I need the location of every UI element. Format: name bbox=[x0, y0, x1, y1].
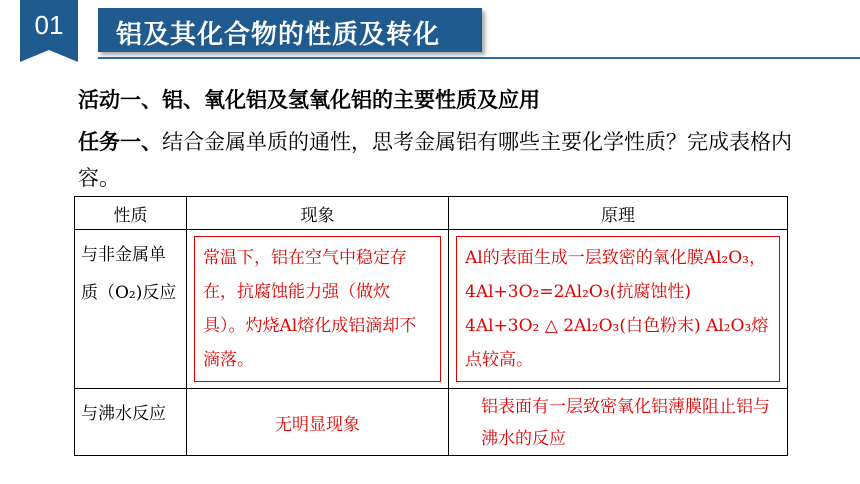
section-title-bar bbox=[98, 8, 482, 52]
table-row bbox=[75, 230, 788, 389]
header-divider bbox=[98, 57, 860, 59]
header-phenomenon: 现象 bbox=[187, 197, 449, 230]
row1-phenomenon-cell bbox=[187, 230, 449, 389]
header-property: 性质 bbox=[75, 197, 187, 230]
row1-principle: Al的表面生成一层致密的氧化膜Al₂O₃，4Al+3O₂=2Al₂O₃(抗腐蚀性) 4Al+3O₂ △ 2Al₂O₃(白色粉末) Al₂O₃熔点较高。 bbox=[456, 236, 780, 382]
task-paragraph bbox=[78, 124, 818, 196]
row2-phenomenon: 无明显现象 bbox=[187, 389, 449, 456]
row1-property: 与非金属单质（O₂)反应 bbox=[75, 230, 187, 389]
table-row bbox=[75, 389, 788, 456]
row2-principle: 铝表面有一层致密氧化铝薄膜阻止铝与沸水的反应 bbox=[481, 397, 770, 449]
properties-table bbox=[74, 196, 788, 456]
row1-principle-cell bbox=[449, 230, 788, 389]
section-title: 铝及其化合物的性质及转化 bbox=[116, 20, 441, 50]
task-label: 任务一、 bbox=[78, 130, 162, 154]
header-principle: 原理 bbox=[449, 197, 788, 230]
section-number: 01 bbox=[34, 10, 64, 40]
row1-phenomenon: 常温下，铝在空气中稳定存在，抗腐蚀能力强（做炊具）。灼烧Al熔化成铝滴却不滴落。 bbox=[194, 236, 441, 382]
activity-heading: 活动一、铝、氧化铝及氢氧化铝的主要性质及应用 bbox=[78, 88, 540, 112]
section-number-badge bbox=[20, 0, 78, 62]
task-text: 结合金属单质的通性，思考金属铝有哪些主要化学性质？完成表格内容。 bbox=[78, 130, 792, 190]
row2-principle-cell bbox=[449, 389, 788, 456]
row2-property: 与沸水反应 bbox=[75, 389, 187, 456]
